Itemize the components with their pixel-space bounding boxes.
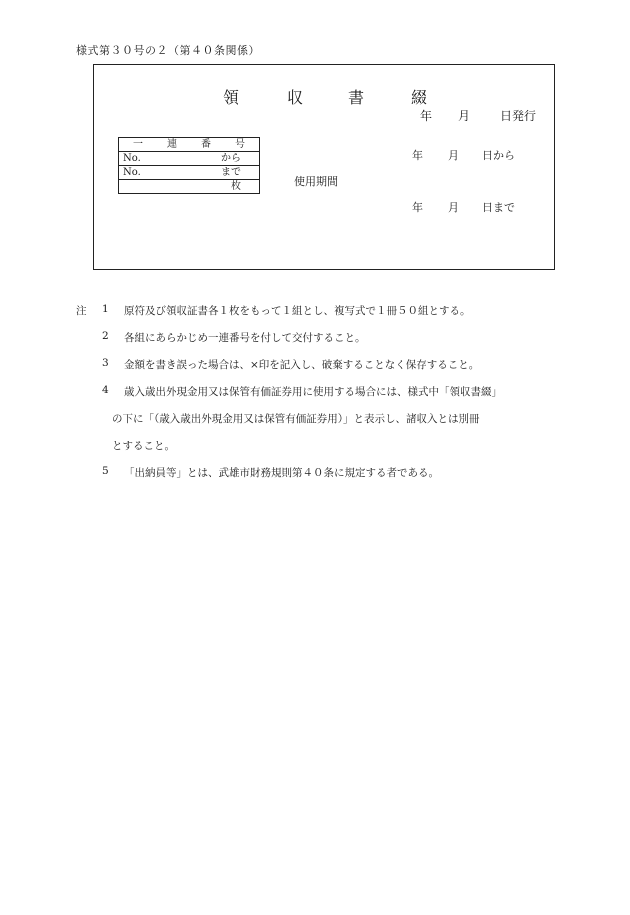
header-char: 一 (133, 139, 143, 150)
title-char-4: 綴 (411, 88, 428, 107)
period-from-year: 年 (412, 149, 423, 162)
note-text: 原符及び領収証書各１枚をもって１組とし、複写式で１冊５０組とする。 (124, 305, 471, 317)
receipt-book-cover-form (93, 64, 555, 270)
title-char-3: 書 (348, 88, 365, 107)
note-number: 1 (102, 303, 109, 315)
period-to-month: 月 (448, 201, 459, 214)
to-label: まで (221, 167, 241, 178)
title-char-1: 領 (223, 88, 240, 107)
period-to-suffix: 日まで (482, 201, 515, 214)
table-row (119, 152, 260, 166)
note-number: 2 (102, 330, 109, 342)
issue-day-suffix: 日発行 (500, 109, 537, 123)
period-from-suffix: 日から (482, 149, 515, 162)
serial-number-header (119, 138, 260, 152)
issue-month: 月 (458, 109, 471, 123)
sheet-count-cell (119, 180, 260, 194)
number-prefix: No. (123, 153, 141, 164)
note-number: 3 (102, 357, 109, 369)
note-number: 5 (102, 465, 109, 477)
note-text: 各組にあらかじめ一連番号を付して交付すること。 (124, 332, 366, 344)
note-text-continued: の下に「（歳入歳出外現金用又は保管有価証券用）」と表示し、諸収入とは別冊 (112, 413, 480, 425)
period-from-month: 月 (448, 149, 459, 162)
usage-period-label: 使用期間 (294, 175, 338, 188)
note-text: 歳入歳出外現金用又は保管有価証券用に使用する場合には、様式中「領収書綴」 (124, 386, 502, 398)
note-text-continued: とすること。 (112, 440, 175, 452)
table-row (119, 138, 260, 152)
sheet-count-label: 枚 (231, 181, 241, 192)
table-row (119, 166, 260, 180)
header-char: 番 (201, 139, 211, 150)
to-number-cell (119, 166, 260, 180)
header-char: 号 (235, 139, 245, 150)
number-prefix: No. (123, 167, 141, 178)
from-label: から (221, 153, 241, 164)
period-to-year: 年 (412, 201, 423, 214)
table-row (119, 180, 260, 194)
form-number-label: 様式第３０号の２（第４０条関係） (76, 44, 260, 57)
serial-number-table (118, 137, 260, 194)
from-number-cell (119, 152, 260, 166)
issue-year: 年 (420, 109, 433, 123)
notes-mark: 注 (76, 305, 87, 317)
note-text: 金額を書き誤った場合は、×印を記入し、破棄することなく保存すること。 (124, 359, 480, 371)
header-char: 連 (167, 139, 177, 150)
note-number: 4 (102, 384, 109, 396)
title-char-2: 収 (287, 88, 304, 107)
note-text: 「出納員等」とは、武雄市財務規則第４０条に規定する者である。 (124, 467, 439, 479)
